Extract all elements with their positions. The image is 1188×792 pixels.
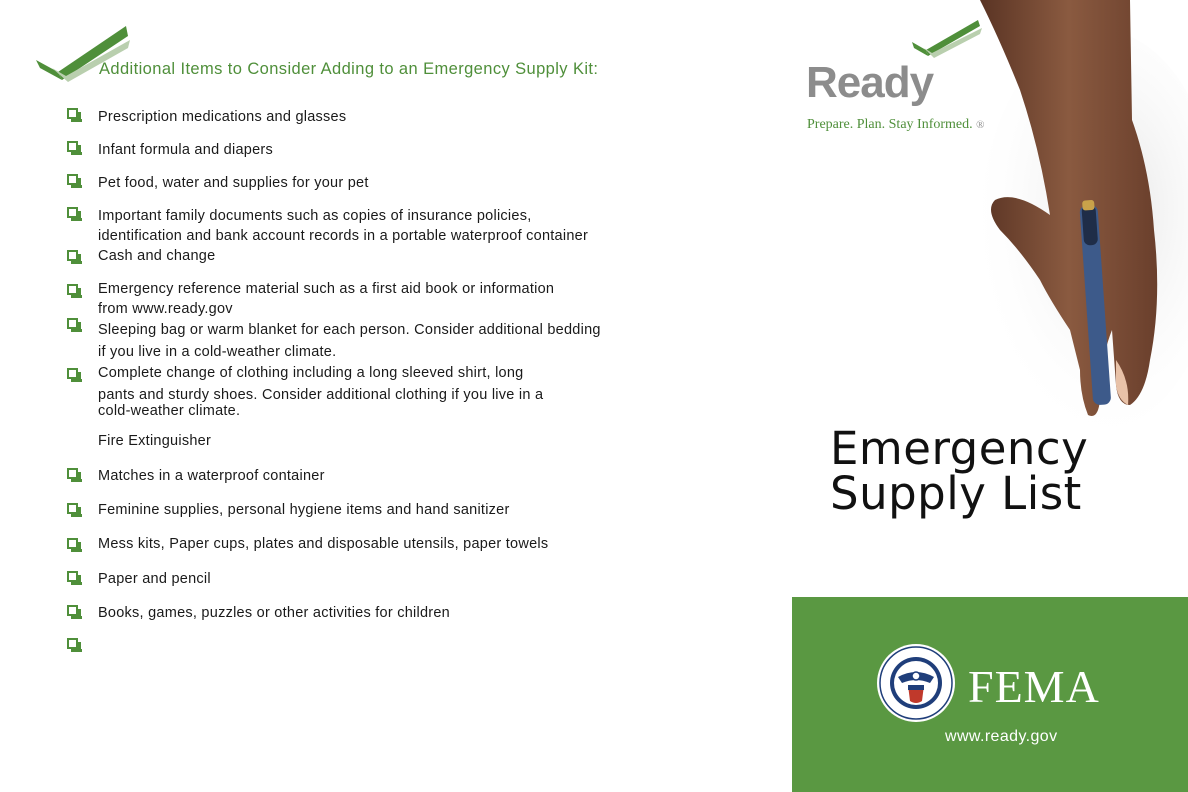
list-item-text: Matches in a waterproof container (98, 468, 325, 484)
checkbox[interactable] (67, 108, 83, 124)
list-item-text: Important family documents such as copies of insurance policies, (98, 208, 532, 224)
checkbox[interactable] (67, 571, 83, 587)
list-item-text: from www.ready.gov (98, 301, 233, 317)
checkbox[interactable] (67, 638, 83, 654)
list-item-text: Feminine supplies, personal hygiene items and hand sanitizer (98, 502, 510, 518)
list-item-text: Infant formula and diapers (98, 142, 273, 158)
checkbox[interactable] (67, 141, 83, 157)
list-item-text: if you live in a cold-weather climate. (98, 344, 337, 360)
ready-logo-word: Ready (806, 58, 934, 107)
checkbox[interactable] (67, 284, 83, 300)
ready-tagline: Prepare. Plan. Stay Informed. ® (807, 117, 985, 132)
list-item-text: Cash and change (98, 248, 216, 264)
fema-url[interactable]: www.ready.gov (945, 728, 1058, 745)
list-item-text: Paper and pencil (98, 571, 211, 587)
checkbox[interactable] (67, 538, 83, 554)
cover-title-line: Emergency (830, 422, 1089, 475)
fema-wordmark: FEMA (968, 661, 1100, 712)
list-item-text: Sleeping bag or warm blanket for each person. Consider additional bedding (98, 322, 601, 338)
checkbox[interactable] (67, 250, 83, 266)
list-item-text: Mess kits, Paper cups, plates and disposable utensils, paper towels (98, 536, 549, 552)
dhs-seal-icon (876, 643, 956, 723)
list-item-text: Fire Extinguisher (98, 433, 212, 449)
checkbox[interactable] (67, 174, 83, 190)
hand-with-pen-illustration (940, 0, 1188, 440)
list-item-text: identification and bank account records in a portable waterproof container (98, 228, 589, 244)
cover-title (830, 422, 1089, 520)
list-item-text: Emergency reference material such as a first aid book or information (98, 281, 555, 297)
checkbox[interactable] (67, 503, 83, 519)
checkbox[interactable] (67, 207, 83, 223)
list-item-text: Pet food, water and supplies for your pet (98, 175, 369, 191)
cover-title-line: Supply List (830, 467, 1082, 520)
checkbox[interactable] (67, 468, 83, 484)
list-item-text: cold-weather climate. (98, 403, 241, 419)
section-title: Additional Items to Consider Adding to an Emergency Supply Kit: (99, 60, 599, 78)
list-item-text: Prescription medications and glasses (98, 109, 347, 125)
list-item-text: pants and sturdy shoes. Consider additional clothing if you live in a (98, 387, 544, 403)
list-item-text: Books, games, puzzles or other activities for children (98, 605, 450, 621)
checkbox[interactable] (67, 318, 83, 334)
checkmark-icon (910, 16, 984, 60)
checkbox[interactable] (67, 368, 83, 384)
checkbox[interactable] (67, 605, 83, 621)
list-item-text: Complete change of clothing including a long sleeved shirt, long (98, 365, 524, 381)
